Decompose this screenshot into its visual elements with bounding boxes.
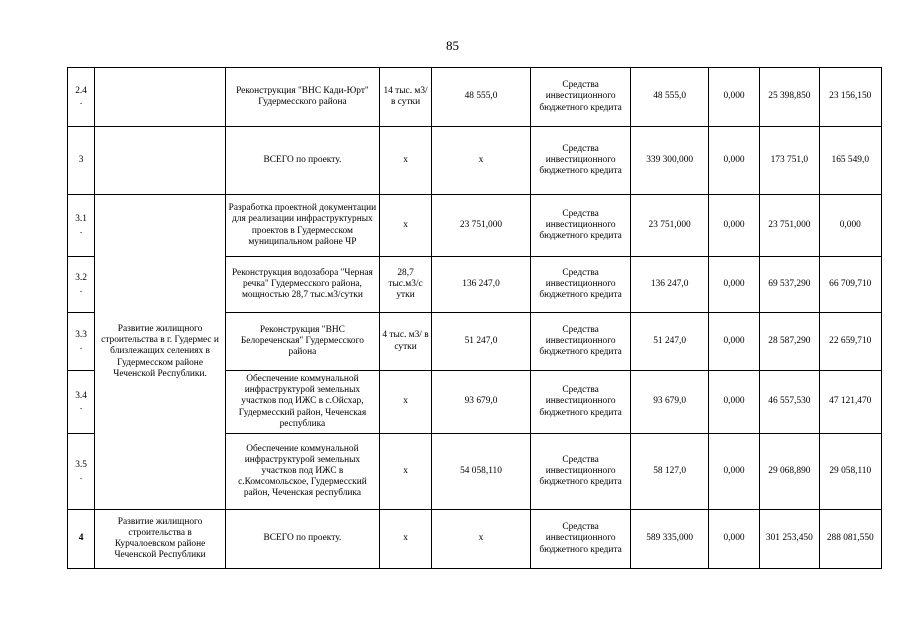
investment-table: [67, 67, 882, 569]
amount-year-3: 29 058,110: [819, 434, 881, 510]
funding-source: Средства инвестиционного бюджетного кредита: [530, 195, 631, 257]
table-row: [68, 68, 882, 127]
amount-total: 23 751,000: [631, 195, 708, 257]
amount-total: 48 555,0: [631, 68, 708, 127]
cost: 93 679,0: [432, 371, 531, 434]
amount-total: 339 300,000: [631, 127, 708, 195]
group-kurchaloy: Развитие жилищного строительства в Курчалоевском районе Чеченской Республики: [95, 510, 226, 569]
cost: х: [432, 127, 531, 195]
group-cell-empty: [95, 127, 226, 195]
amount-year-3: 47 121,470: [819, 371, 881, 434]
cost: х: [432, 510, 531, 569]
capacity: 4 тыс. м3/ в сутки: [379, 313, 431, 371]
row-number: 3.5 .: [68, 434, 95, 510]
cost: 48 555,0: [432, 68, 531, 127]
group-cell-empty: [95, 68, 226, 127]
cost: 23 751,000: [432, 195, 531, 257]
project-name: Реконструкция "ВНС Белореченская" Гудермесского района: [225, 313, 379, 371]
amount-year-2: 25 398,850: [760, 68, 819, 127]
row-number: 4: [68, 510, 95, 569]
table-body: [68, 68, 882, 569]
cost: 54 058,110: [432, 434, 531, 510]
capacity: х: [379, 195, 431, 257]
group-gudermes: Развитие жилищного строительства в г. Гудермес и близлежащих селениях в Гудермесском районе Чеченской Республики.: [95, 195, 226, 510]
amount-year-1: 0,000: [708, 195, 759, 257]
funding-source: Средства инвестиционного бюджетного кредита: [530, 371, 631, 434]
funding-source: Средства инвестиционного бюджетного кредита: [530, 68, 631, 127]
amount-total: 136 247,0: [631, 257, 708, 313]
amount-year-2: 173 751,0: [760, 127, 819, 195]
amount-year-2: 23 751,000: [760, 195, 819, 257]
funding-source: Средства инвестиционного бюджетного кредита: [530, 434, 631, 510]
amount-total: 589 335,000: [631, 510, 708, 569]
capacity: 28,7 тыс.м3/с утки: [379, 257, 431, 313]
funding-source: Средства инвестиционного бюджетного кредита: [530, 257, 631, 313]
amount-year-3: 23 156,150: [819, 68, 881, 127]
amount-year-2: 29 068,890: [760, 434, 819, 510]
amount-year-2: 46 557,530: [760, 371, 819, 434]
amount-year-1: 0,000: [708, 434, 759, 510]
amount-total: 51 247,0: [631, 313, 708, 371]
amount-year-2: 69 537,290: [760, 257, 819, 313]
row-number: 3: [68, 127, 95, 195]
amount-year-1: 0,000: [708, 371, 759, 434]
project-name: Разработка проектной документации для реализации инфраструктурных проектов в Гудермесском муниципальном районе ЧР: [225, 195, 379, 257]
amount-year-1: 0,000: [708, 127, 759, 195]
amount-year-2: 301 253,450: [760, 510, 819, 569]
capacity: х: [379, 371, 431, 434]
project-name: ВСЕГО по проекту.: [225, 127, 379, 195]
row-number: 2.4 .: [68, 68, 95, 127]
row-number: 3.3 .: [68, 313, 95, 371]
funding-source: Средства инвестиционного бюджетного кредита: [530, 510, 631, 569]
capacity: х: [379, 434, 431, 510]
cost: 136 247,0: [432, 257, 531, 313]
capacity: 14 тыс. м3/ в сутки: [379, 68, 431, 127]
amount-year-3: 288 081,550: [819, 510, 881, 569]
amount-year-1: 0,000: [708, 68, 759, 127]
funding-source: Средства инвестиционного бюджетного кредита: [530, 313, 631, 371]
project-name: Обеспечение коммунальной инфраструктурой земельных участков под ИЖС в с.Ойсхар, Гудермесский район, Чеченская республика: [225, 371, 379, 434]
amount-total: 58 127,0: [631, 434, 708, 510]
row-number: 3.2 .: [68, 257, 95, 313]
project-name: Реконструкция "ВНС Кади-Юрт" Гудермесского района: [225, 68, 379, 127]
capacity: х: [379, 510, 431, 569]
project-name: Реконструкция водозабора "Черная речка" Гудермесского района, мощностью 28,7 тыс.м3/сутки: [225, 257, 379, 313]
project-name: ВСЕГО по проекту.: [225, 510, 379, 569]
project-name: Обеспечение коммунальной инфраструктурой земельных участков под ИЖС в с.Комсомольское, Гудермесский район, Чеченская республика: [225, 434, 379, 510]
capacity: х: [379, 127, 431, 195]
amount-year-3: 0,000: [819, 195, 881, 257]
table-row: [68, 127, 882, 195]
table-row: [68, 195, 882, 257]
cost: 51 247,0: [432, 313, 531, 371]
funding-source: Средства инвестиционного бюджетного кредита: [530, 127, 631, 195]
amount-year-1: 0,000: [708, 313, 759, 371]
amount-year-3: 66 709,710: [819, 257, 881, 313]
table-row: [68, 510, 882, 569]
amount-year-3: 22 659,710: [819, 313, 881, 371]
amount-year-1: 0,000: [708, 257, 759, 313]
amount-total: 93 679,0: [631, 371, 708, 434]
row-number: 3.1 .: [68, 195, 95, 257]
page-number: 85: [446, 38, 459, 53]
row-number: 3.4 .: [68, 371, 95, 434]
amount-year-1: 0,000: [708, 510, 759, 569]
amount-year-2: 28 587,290: [760, 313, 819, 371]
amount-year-3: 165 549,0: [819, 127, 881, 195]
